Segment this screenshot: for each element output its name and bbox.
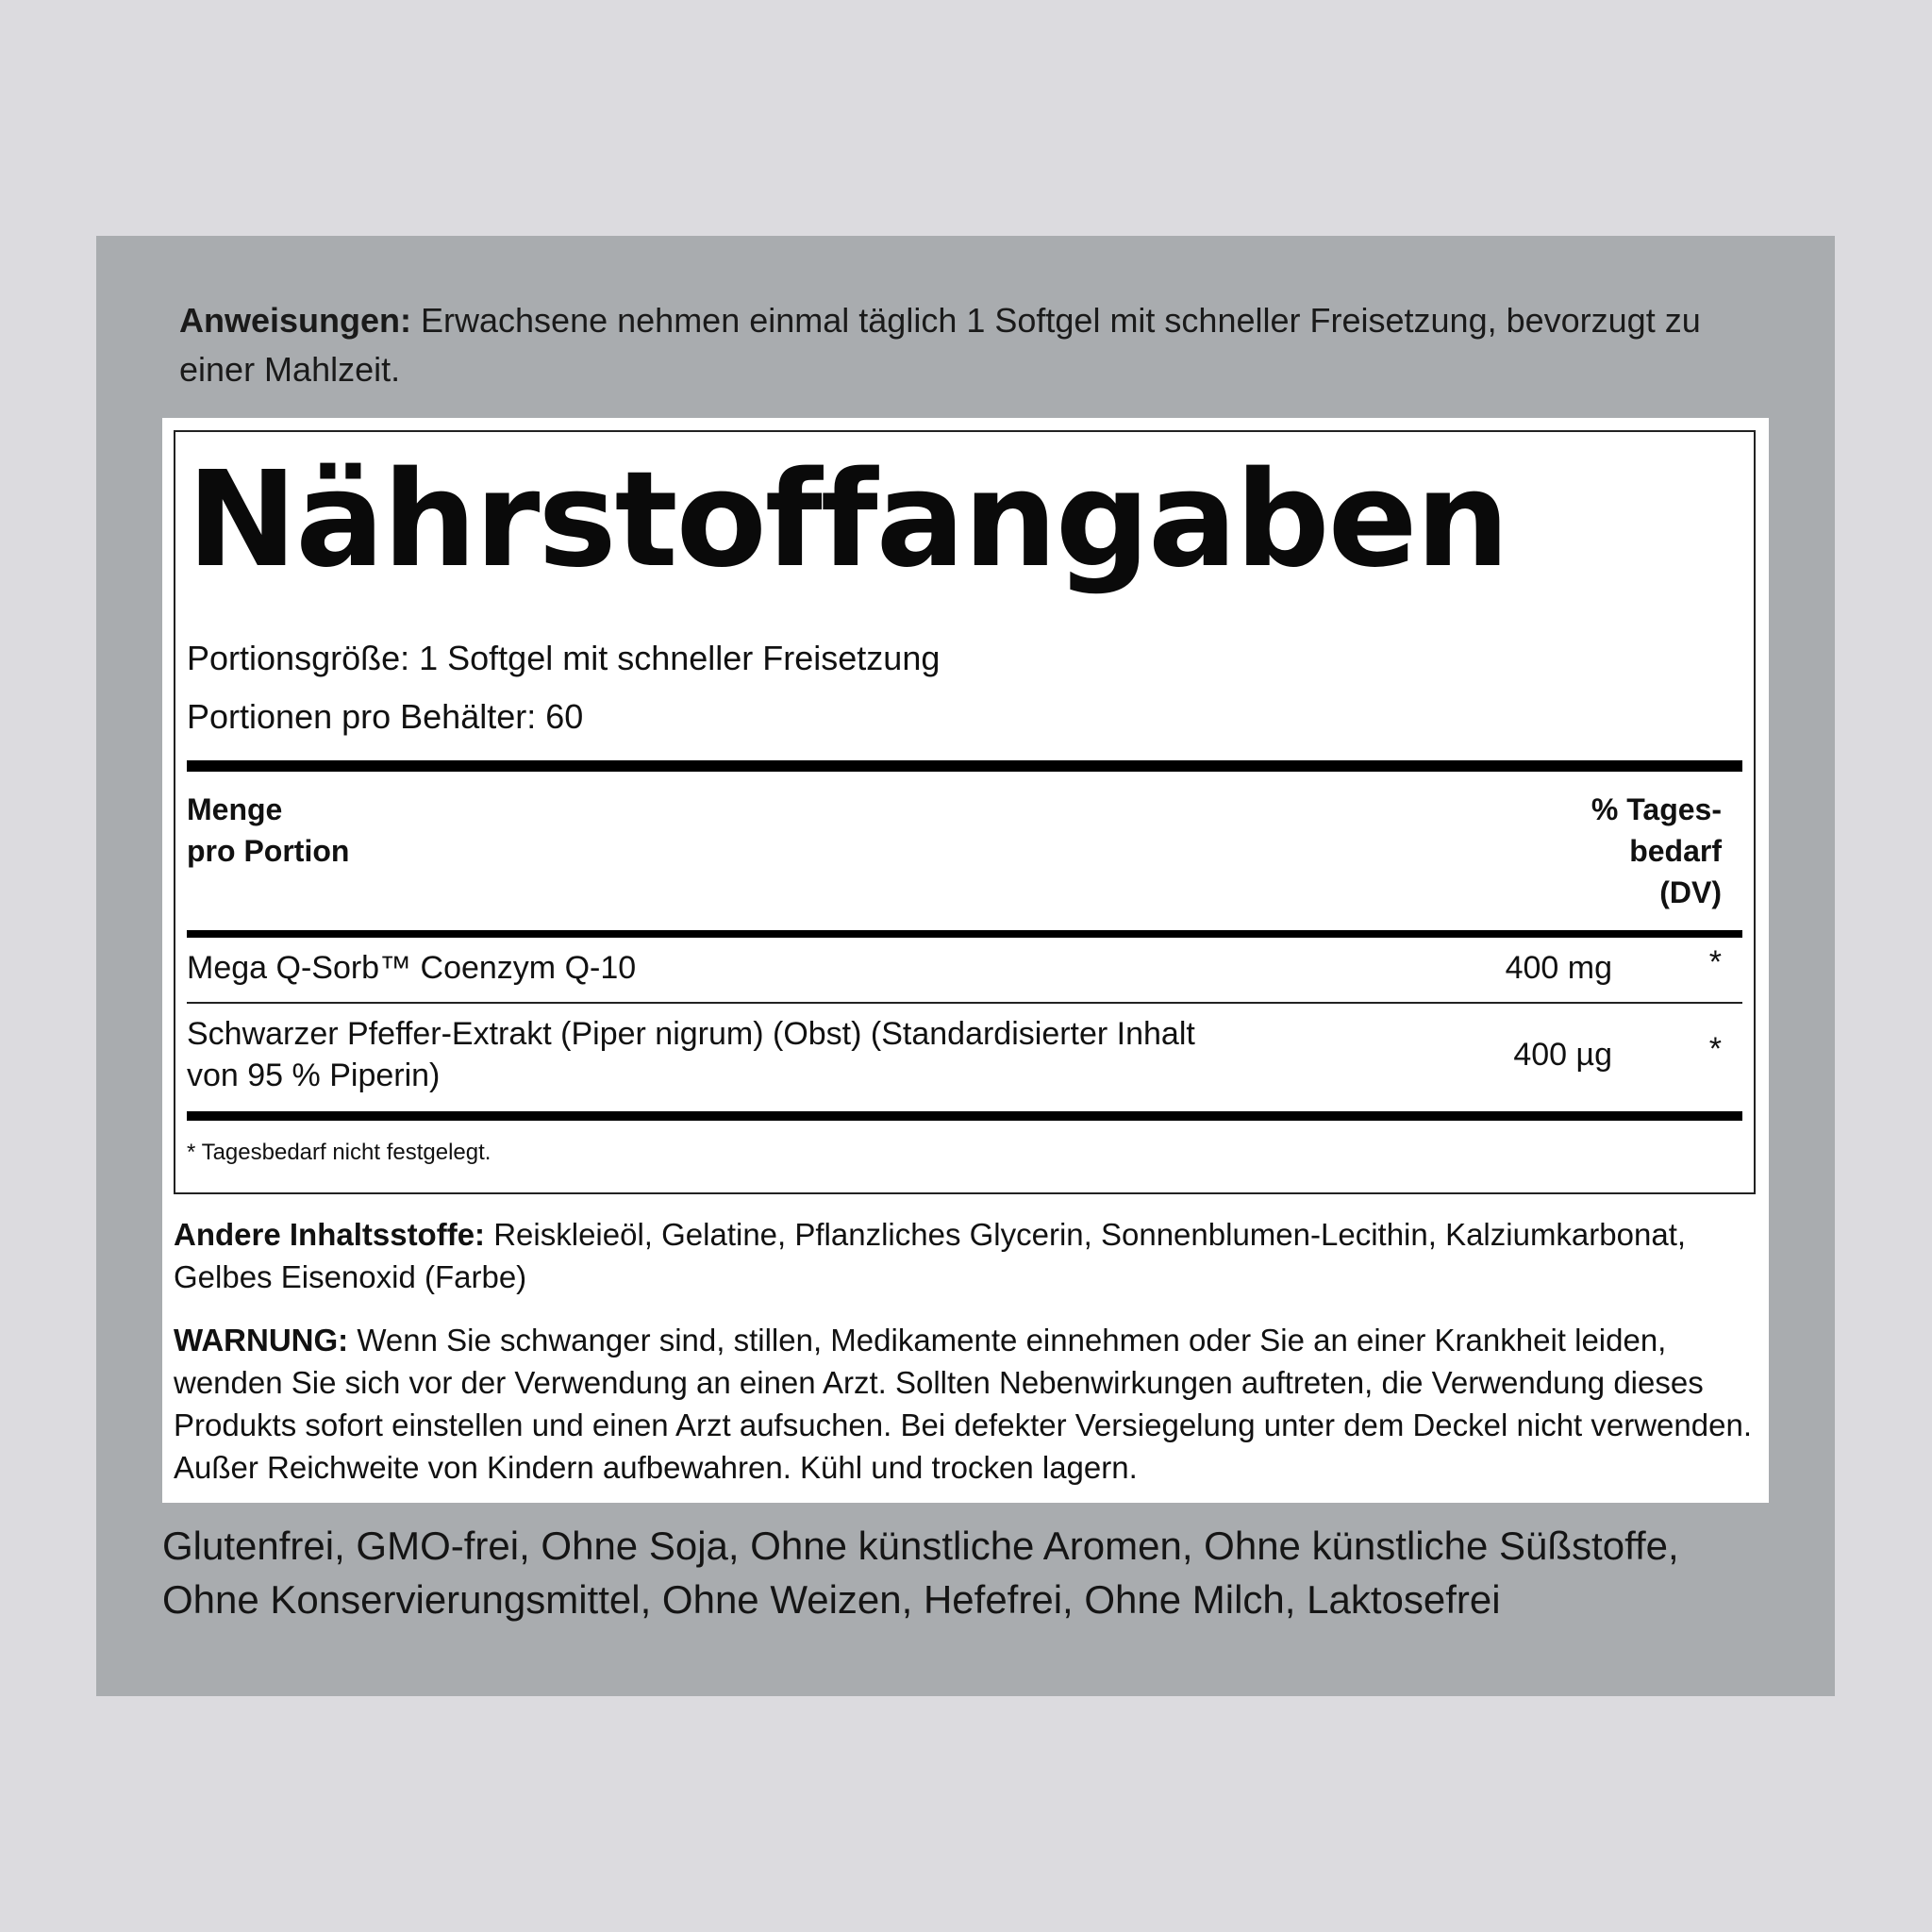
free-from-list: Glutenfrei, GMO-frei, Ohne Soja, Ohne künstliche Aromen, Ohne künstliche Süßstoffe, Ohne Konservierungsmittel, Ohne Weizen, Hefefrei, Ohne Milch, Laktosefrei: [162, 1524, 1679, 1622]
facts-title: Nährstoffangaben: [187, 443, 1508, 597]
directions-text: [179, 296, 1764, 394]
daily-value-footnote: * Tagesbedarf nicht festgelegt.: [187, 1140, 491, 1165]
other-ingredients-text: Reiskleieöl, Gelatine, Pflanzliches Glycerin, Sonnenblumen-Lecithin, Kalziumkarbonat, Gelbes Eisenoxid (Farbe): [174, 1217, 1687, 1294]
header-dv-line2: bedarf: [1629, 834, 1722, 868]
header-daily-value: [1591, 789, 1722, 913]
thick-divider-header: [187, 930, 1742, 938]
header-dv-line3: (DV): [1659, 875, 1722, 909]
directions-label: Anweisungen:: [179, 301, 412, 340]
other-ingredients: [174, 1213, 1758, 1298]
ingredient-dv: *: [1708, 944, 1722, 980]
warning-label: WARNUNG:: [174, 1323, 349, 1357]
other-ingredients-label: Andere Inhaltsstoffe:: [174, 1217, 486, 1252]
header-amount: [187, 789, 349, 872]
ingredient-name: Mega Q-Sorb™ Coenzym Q-10: [187, 950, 637, 986]
thick-divider-top: [187, 760, 1742, 772]
header-amount-line2: pro Portion: [187, 834, 350, 868]
serving-size: Portionsgröße: 1 Softgel mit schneller Freisetzung: [187, 639, 941, 677]
ingredient-amount: 400 µg: [1513, 1037, 1612, 1073]
ingredient-name: Schwarzer Pfeffer-Extrakt (Piper nigrum) (Obst) (Standardisierter Inhalt von 95 % Piperin): [187, 1016, 1195, 1093]
warning-text: [174, 1319, 1758, 1489]
nutrition-facts-panel: [174, 430, 1756, 1194]
ingredient-dv: *: [1708, 1031, 1722, 1067]
servings-per-container: Portionen pro Behälter: 60: [187, 697, 584, 736]
header-amount-line1: Menge: [187, 792, 283, 826]
warning-body: Wenn Sie schwanger sind, stillen, Medikamente einnehmen oder Sie an einer Krankheit leiden, wenden Sie sich vor der Verwendung an einen Arzt. Sollten Nebenwirkungen auftreten, die Verwendung dieses Produkts sofort einstellen und einen Arzt aufsuchen. Bei defekter Versiegelung unter dem Deckel nicht verwenden. Außer Reichweite von Kindern aufbewahren. Kühl und trocken lagern.: [174, 1323, 1752, 1485]
ingredient-amount: 400 mg: [1505, 950, 1612, 986]
row-divider: [187, 1002, 1742, 1004]
thick-divider-bottom: [187, 1111, 1742, 1121]
header-dv-line1: % Tages-: [1591, 792, 1722, 826]
directions-body: Erwachsene nehmen einmal täglich 1 Softgel mit schneller Freisetzung, bevorzugt zu einer Mahlzeit.: [179, 301, 1701, 389]
